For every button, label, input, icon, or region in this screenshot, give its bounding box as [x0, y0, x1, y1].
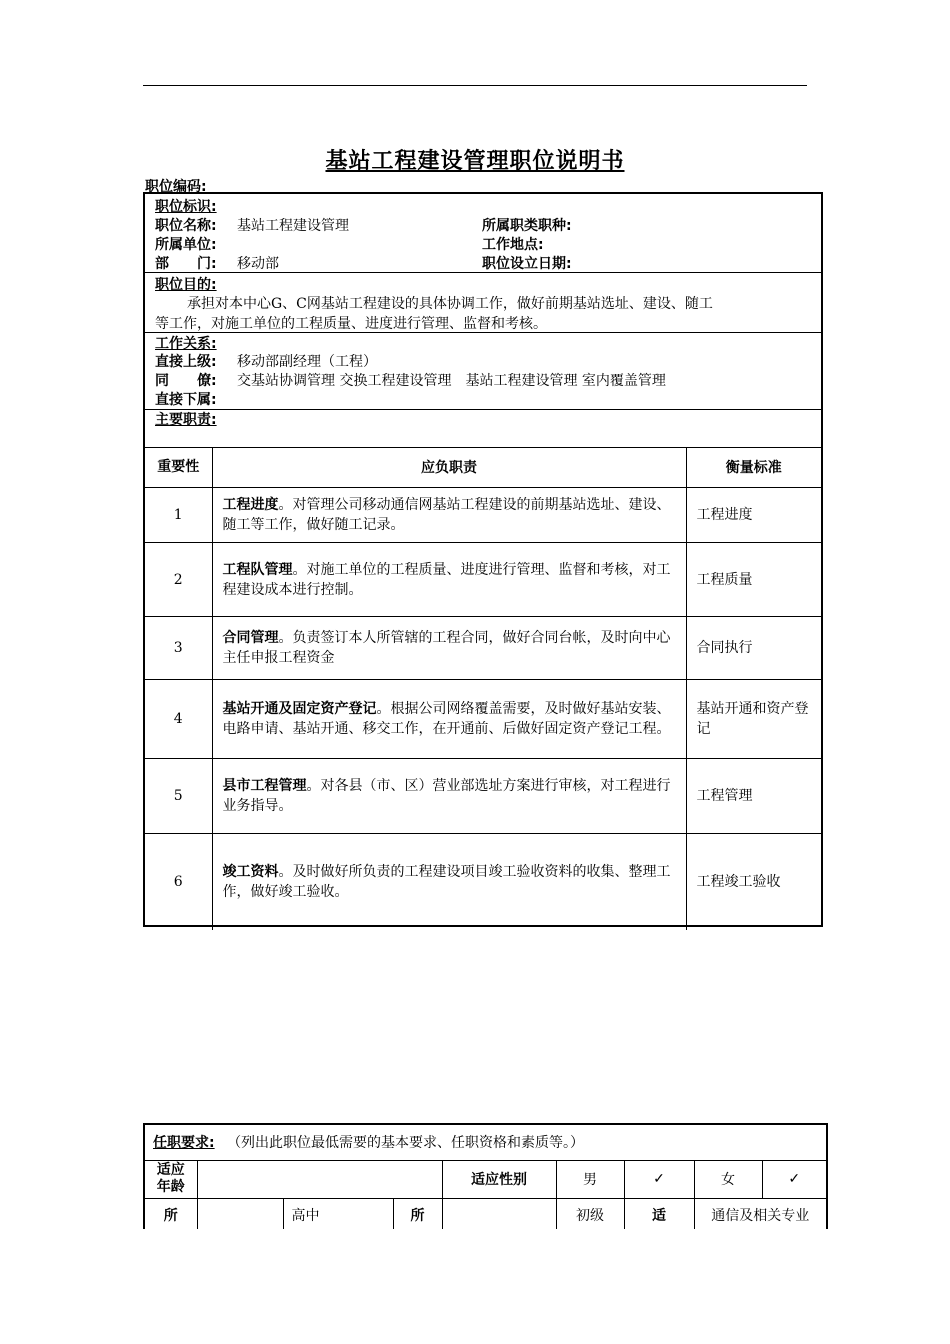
- age-value: [197, 1160, 442, 1198]
- row-duty: 县市工程管理。对各县（市、区）营业部选址方案进行审核，对工程进行业务指导。: [212, 759, 686, 834]
- duty-table: [145, 447, 821, 930]
- row-duty: 工程进度。对管理公司移动通信网基站工程建设的前期基站选址、建设、随工等工作，做好随工记录。: [212, 488, 686, 543]
- major-value: 通信及相关专业: [694, 1198, 826, 1229]
- row-duty: 工程队管理。对施工单位的工程质量、进度进行管理、监督和考核，对工程建设成本进行控制。: [212, 543, 686, 617]
- row-importance: 2: [145, 543, 212, 617]
- gender-female: 女: [694, 1160, 762, 1198]
- department-value: 移动部: [237, 256, 279, 272]
- row-standard: 基站开通和资产登记: [686, 680, 821, 759]
- table-row: [145, 834, 821, 930]
- col-standard-header: 衡量标准: [686, 448, 821, 488]
- purpose-line-2: 等工作，对施工单位的工程质量、进度进行管理、监督和考核。: [155, 316, 547, 332]
- row-duty: 基站开通及固定资产登记。根据公司网络覆盖需要，及时做好基站安装、电路申请、基站开通、移交工作，在开通前、后做好固定资产登记工程。: [212, 680, 686, 759]
- purpose-header: 职位目的:: [155, 277, 217, 293]
- row-standard: 工程竣工验收: [686, 834, 821, 930]
- table-row: [145, 488, 821, 543]
- unit-label: 所属单位:: [155, 237, 217, 253]
- education-blank: [197, 1198, 283, 1229]
- duties-header: 主要职责:: [155, 412, 217, 428]
- superior-label: 直接上级:: [155, 354, 217, 370]
- job-category-label: 所属职类职种:: [482, 218, 572, 234]
- table-row: [145, 617, 821, 680]
- male-check: ✓: [624, 1160, 694, 1198]
- gender-male: 男: [556, 1160, 624, 1198]
- row-importance: 3: [145, 617, 212, 680]
- qualification-label: 所: [393, 1198, 442, 1229]
- peer-label: 同 僚:: [155, 373, 217, 389]
- purpose-section: [145, 273, 821, 333]
- col-importance-header: 重要性: [145, 448, 212, 488]
- position-code-label: 职位编码:: [145, 179, 207, 195]
- requirements-header-cell: [145, 1125, 826, 1160]
- row-standard: 合同执行: [686, 617, 821, 680]
- table-row: [145, 759, 821, 834]
- education-value: 高中: [283, 1198, 393, 1229]
- subordinate-label: 直接下属:: [155, 392, 217, 408]
- row-importance: 5: [145, 759, 212, 834]
- requirements-box: [143, 1123, 828, 1229]
- superior-value: 移动部副经理（工程）: [237, 354, 377, 370]
- age-label: 适应年龄: [145, 1160, 197, 1198]
- position-name-value: 基站工程建设管理: [237, 218, 349, 234]
- female-check: ✓: [762, 1160, 826, 1198]
- major-label: 适: [624, 1198, 694, 1229]
- row-importance: 1: [145, 488, 212, 543]
- requirements-table: [145, 1125, 826, 1229]
- header-rule: [143, 85, 807, 86]
- duty-table-header: [145, 448, 821, 488]
- row-standard: 工程管理: [686, 759, 821, 834]
- row-importance: 4: [145, 680, 212, 759]
- identity-section: [145, 194, 821, 273]
- position-name-label: 职位名称:: [155, 218, 217, 234]
- table-row: [145, 680, 821, 759]
- identity-header: 职位标识:: [155, 199, 217, 215]
- requirements-note: （列出此职位最低需要的基本要求、任职资格和素质等。）: [227, 1135, 585, 1152]
- qualification-blank: [442, 1198, 556, 1229]
- gender-label: 适应性别: [442, 1160, 556, 1198]
- purpose-line-1: 承担对本中心G、C网基站工程建设的具体协调工作，做好前期基站选址、建设、随工: [187, 296, 713, 312]
- row-importance: 6: [145, 834, 212, 930]
- col-duty-header: 应负职责: [212, 448, 686, 488]
- duties-header-section: [145, 409, 821, 447]
- requirements-header: 任职要求:: [153, 1135, 215, 1152]
- peer-value: 交基站协调管理 交换工程建设管理 基站工程建设管理 室内覆盖管理: [237, 373, 666, 389]
- department-label: 部 门:: [155, 256, 217, 272]
- job-description-box: [143, 192, 823, 927]
- qualification-value: 初级: [556, 1198, 624, 1229]
- work-location-label: 工作地点:: [482, 237, 544, 253]
- document-title: 基站工程建设管理职位说明书: [325, 149, 625, 174]
- education-label: 所: [145, 1198, 197, 1229]
- relations-header: 工作关系:: [155, 336, 217, 352]
- row-duty: 竣工资料。及时做好所负责的工程建设项目竣工验收资料的收集、整理工作，做好竣工验收。: [212, 834, 686, 930]
- row-duty: 合同管理。负责签订本人所管辖的工程合同，做好合同台帐，及时向中心主任申报工程资金: [212, 617, 686, 680]
- table-row: [145, 543, 821, 617]
- relations-section: [145, 333, 821, 409]
- row-standard: 工程进度: [686, 488, 821, 543]
- row-standard: 工程质量: [686, 543, 821, 617]
- setup-date-label: 职位设立日期:: [482, 256, 572, 272]
